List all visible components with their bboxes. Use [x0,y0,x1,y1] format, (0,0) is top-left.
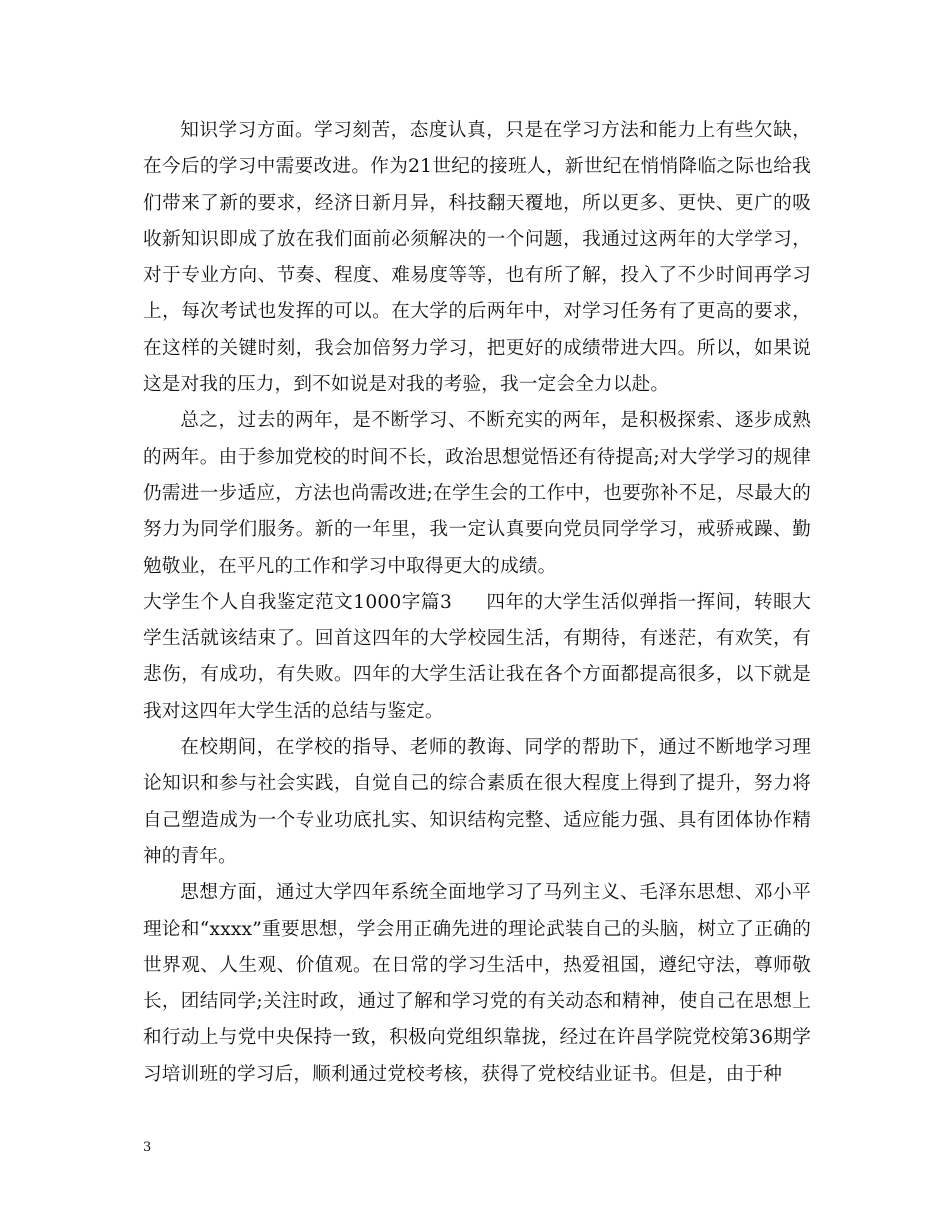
section-heading: 大学生个人自我鉴定范文1000字篇3 [143,591,452,613]
document-body [143,113,811,1093]
paragraph-ideology: 思想方面，通过大学四年系统全面地学习了马列主义、毛泽东思想、邓小平理论和“xxxx”重要思想，学会用正确先进的理论武装自己的头脑，树立了正确的世界观、人生观、价值观。在日常的学习生活中，热爱祖国，遵纪守法，尊师敬长，团结同学;关注时政，通过了解和学习党的有关动态和精神，使自己在思想上和行动上与党中央保持一致，积极向党组织靠拢，经过在许昌学院党校第36期学习培训班的学习后，顺利通过党校考核，获得了党校结业证书。但是，由于种 [143,882,811,1085]
paragraph-study: 知识学习方面。学习刻苦，态度认真，只是在学习方法和能力上有些欠缺，在今后的学习中需要改进。作为21世纪的接班人，新世纪在悄悄降临之际也给我们带来了新的要求，经济日新月异，科技翻天覆地，所以更多、更快、更广的吸收新知识即成了放在我们面前必须解决的一个问题，我通过这两年的大学学习，对于专业方向、节奏、程度、难易度等等，也有所了解，投入了不少时间再学习上，每次考试也发挥的可以。在大学的后两年中，对学习任务有了更高的要求，在这样的关键时刻，我会加倍努力学习，把更好的成绩带进大四。所以，如果说这是对我的压力，到不如说是对我的考验，我一定会全力以赴。 [143,120,811,396]
paragraph-campus: 在校期间，在学校的指导、老师的教诲、同学的帮助下，通过不断地学习理论知识和参与社会实践，自觉自己的综合素质在很大程度上得到了提升，努力将自己塑造成为一个专业功底扎实、知识结构完整、适应能力强、具有团体协作精神的青年。 [143,737,811,867]
page-number: 3 [143,1140,152,1155]
paragraph-summary: 总之，过去的两年，是不断学习、不断充实的两年，是积极探索、逐步成熟的两年。由于参加党校的时间不长，政治思想觉悟还有待提高;对大学学习的规律仍需进一步适应，方法也尚需改进;在学生会的工作中，也要弥补不足，尽最大的努力为同学们服务。新的一年里，我一定认真要向党员同学学习，戒骄戒躁、勤勉敬业，在平凡的工作和学习中取得更大的成绩。 [143,410,811,577]
section-intro: 四年的大学生活似弹指一挥间，转眼大学生活就该结束了。回首这四年的大学校园生活，有期待，有迷茫，有欢笑，有悲伤，有成功，有失败。四年的大学生活让我在各个方面都提高很多，以下就是我对这四年大学生活的总结与鉴定。 [143,591,811,722]
section-start [143,585,811,730]
